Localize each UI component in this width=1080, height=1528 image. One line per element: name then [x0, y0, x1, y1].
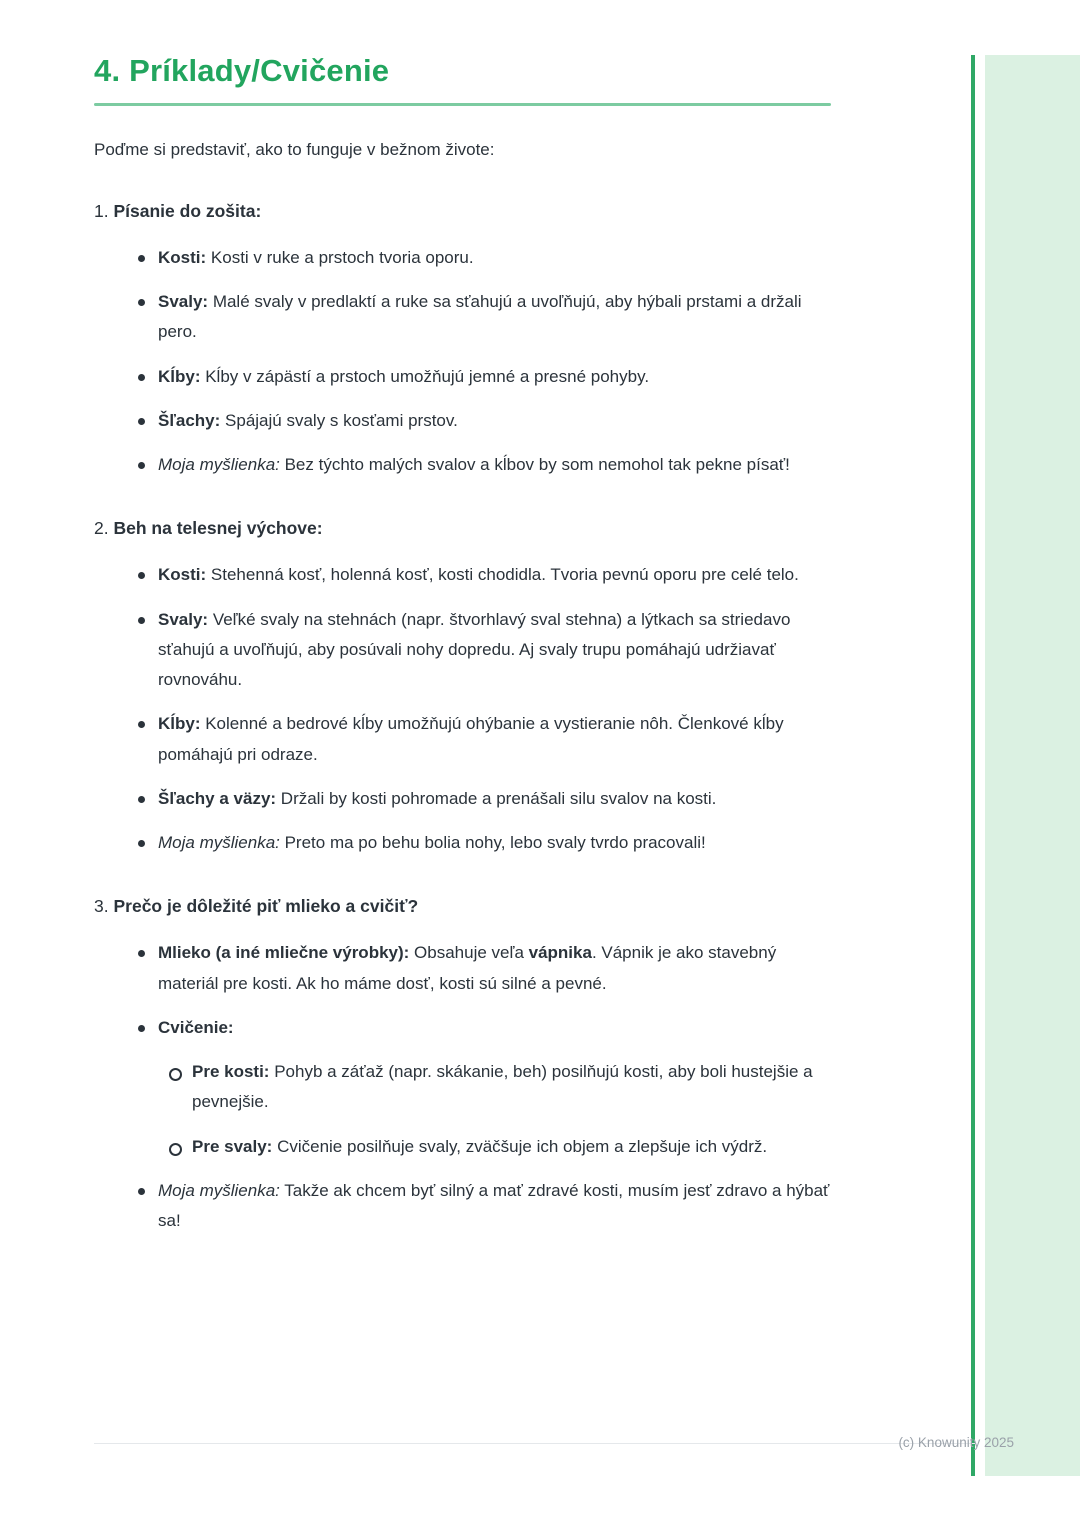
item-label: Pre svaly:	[192, 1136, 273, 1156]
bullet-item	[137, 605, 831, 696]
item-text: Stehenná kosť, holenná kosť, kosti chodidla. Tvoria pevnú oporu pre celé telo.	[206, 565, 799, 585]
item-label: Kĺby:	[158, 366, 201, 386]
bullet-item	[137, 784, 831, 814]
item-text: Pohyb a záťaž (napr. skákanie, beh) posilňujú kosti, aby boli hustejšie a pevnejšie.	[192, 1062, 813, 1112]
note-text: Preto ma po behu bolia nohy, lebo svaly tvrdo pracovali!	[279, 833, 706, 853]
bullet-item	[137, 709, 831, 770]
item-text: Cvičenie posilňuje svaly, zväčšuje ich objem a zlepšuje ich výdrž.	[272, 1136, 768, 1156]
bullet-item	[137, 362, 831, 392]
bullet-list	[94, 560, 831, 858]
item-text: Kĺby v zápästí a prstoch umožňujú jemné a presné pohyby.	[200, 366, 650, 386]
item-text: Spájajú svaly s kosťami prstov.	[220, 410, 458, 430]
note-label: Moja myšlienka:	[158, 1180, 280, 1200]
footer-divider	[94, 1443, 975, 1444]
bullet-item-note	[137, 450, 831, 480]
right-margin-strip	[985, 55, 1080, 1476]
item-label: Cvičenie:	[158, 1017, 234, 1037]
item-label: Kĺby:	[158, 714, 201, 734]
list-section-1	[94, 197, 831, 481]
bullet-item-note	[137, 1176, 831, 1237]
item-text: Kosti v ruke a prstoch tvoria oporu.	[206, 247, 474, 267]
right-margin-accent-line	[971, 55, 975, 1476]
note-label: Moja myšlienka:	[158, 833, 280, 853]
note-text: Bez týchto malých svalov a kĺbov by som nemohol tak pekne písať!	[279, 455, 790, 475]
item-text: Kolenné a bedrové kĺby umožňujú ohýbanie a vystieranie nôh. Členkové kĺby pomáhajú pri odraze.	[158, 714, 784, 764]
item-label: Kosti:	[158, 565, 207, 585]
bullet-item	[137, 287, 831, 348]
list-section-2	[94, 514, 831, 858]
bullet-list	[94, 243, 831, 481]
item-label: Kosti:	[158, 247, 207, 267]
item-label: Pre kosti:	[192, 1062, 270, 1082]
bullet-item	[137, 1013, 831, 1162]
item-bold-word: vápnika	[528, 943, 592, 963]
section-number: 3.	[94, 896, 109, 917]
section-number: 1.	[94, 200, 109, 221]
bullet-item	[137, 243, 831, 273]
section-heading-row	[94, 514, 831, 542]
document-content	[94, 52, 831, 1236]
bullet-list	[94, 938, 831, 1236]
bullet-item	[137, 560, 831, 590]
item-text: Malé svaly v predlaktí a ruke sa sťahujú a uvoľňujú, aby hýbali prstami a držali pero.	[158, 292, 802, 342]
intro-paragraph: Poďme si predstaviť, ako to funguje v bežnom živote:	[94, 139, 495, 159]
footer-credit: (c) Knowunity 2025	[898, 1435, 1014, 1450]
section-heading-row	[94, 197, 831, 225]
item-label: Šľachy a väzy:	[158, 788, 277, 808]
section-heading: Písanie do zošita:	[113, 200, 262, 221]
note-label: Moja myšlienka:	[158, 455, 280, 475]
section-heading-row	[94, 892, 831, 920]
item-text: . Vápnik je ako stavebný materiál pre kosti. Ak ho máme dosť, kosti sú silné a pevné.	[158, 943, 777, 993]
item-text: Obsahuje veľa	[409, 943, 529, 963]
bullet-item	[137, 406, 831, 436]
nested-bullet-item	[167, 1132, 831, 1162]
item-label: Šľachy:	[158, 410, 221, 430]
item-text: Držali by kosti pohromade a prenášali silu svalov na kosti.	[276, 788, 717, 808]
item-label: Mlieko (a iné mliečne výrobky):	[158, 943, 410, 963]
bullet-item	[137, 938, 831, 999]
item-label: Svaly:	[158, 609, 209, 629]
nested-bullet-item	[167, 1057, 831, 1118]
page-title: 4. Príklady/Cvičenie	[94, 53, 390, 88]
section-heading: Beh na telesnej výchove:	[113, 518, 323, 539]
nested-bullet-list	[158, 1057, 831, 1162]
numbered-list	[94, 197, 831, 1237]
title-underline	[94, 103, 831, 106]
section-heading: Prečo je dôležité piť mlieko a cvičiť?	[113, 896, 419, 917]
list-section-3	[94, 892, 831, 1236]
item-text: Veľké svaly na stehnách (napr. štvorhlavý sval stehna) a lýtkach sa striedavo sťahujú a uvoľňujú, aby posúvali nohy dopredu. Aj svaly trupu pomáhajú udržiavať rovnováhu.	[158, 609, 791, 690]
item-label: Svaly:	[158, 292, 209, 312]
bullet-item-note	[137, 828, 831, 858]
section-number: 2.	[94, 518, 109, 539]
note-text: Takže ak chcem byť silný a mať zdravé kosti, musím jesť zdravo a hýbať sa!	[158, 1180, 830, 1231]
